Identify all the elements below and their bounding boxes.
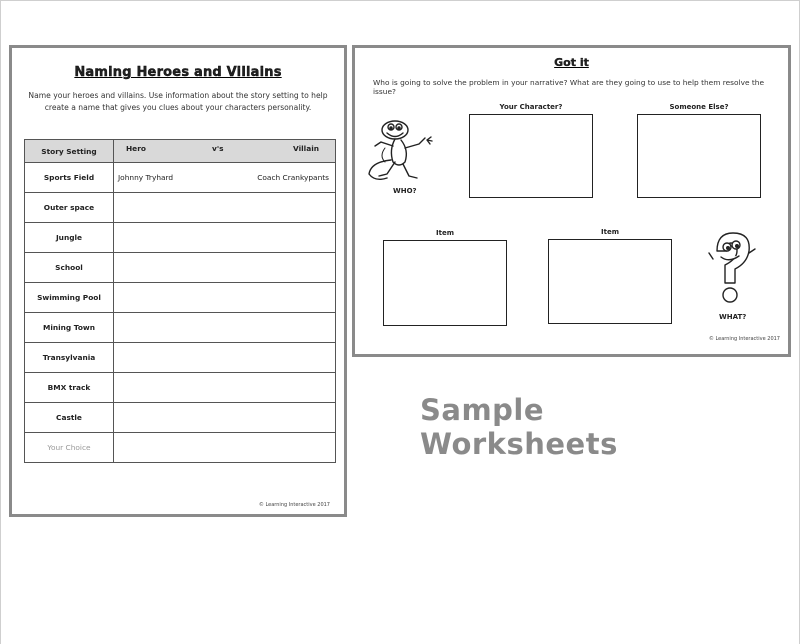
heroes-villains-table xyxy=(24,139,336,463)
setting-cell: Swimming Pool xyxy=(25,283,114,313)
setting-cell: Outer space xyxy=(25,193,114,223)
someone-else-box[interactable] xyxy=(637,114,761,198)
table-row xyxy=(25,283,336,313)
gecko-character-icon xyxy=(365,118,445,190)
question-mark-character-icon xyxy=(707,229,757,309)
header-hero: Hero xyxy=(126,144,146,153)
your-character-box[interactable] xyxy=(469,114,593,198)
worksheet1-copyright: © Learning Interactive 2017 xyxy=(258,502,330,508)
table-row xyxy=(25,343,336,373)
table-row xyxy=(25,313,336,343)
item-box-2[interactable] xyxy=(548,239,672,324)
item-label-1: Item xyxy=(436,229,454,237)
names-cell[interactable] xyxy=(114,163,336,193)
header-vs: v's xyxy=(212,144,224,153)
table-header-row xyxy=(25,140,336,163)
table-row xyxy=(25,193,336,223)
setting-cell: Jungle xyxy=(25,223,114,253)
table-row xyxy=(25,223,336,253)
worksheet2-instructions: Who is going to solve the problem in your narrative? What are they going to use to help them resolve the issue? xyxy=(373,78,764,96)
table-row xyxy=(25,403,336,433)
table-row xyxy=(25,163,336,193)
worksheet1-title: Naming Heroes and Villains xyxy=(74,65,282,80)
names-cell[interactable] xyxy=(114,403,336,433)
setting-cell: Castle xyxy=(25,403,114,433)
what-label: WHAT? xyxy=(719,313,747,321)
item-label-2: Item xyxy=(601,228,619,236)
someone-else-label: Someone Else? xyxy=(669,103,729,111)
villain-name: Coach Crankypants xyxy=(257,173,329,182)
table-row xyxy=(25,373,336,403)
names-cell[interactable] xyxy=(114,313,336,343)
who-label: WHO? xyxy=(393,187,417,195)
setting-cell: Sports Field xyxy=(25,163,114,193)
names-cell[interactable] xyxy=(114,223,336,253)
worksheet-naming-heroes xyxy=(9,45,347,517)
worksheet2-copyright: © Learning Interactive 2017 xyxy=(708,336,780,342)
setting-cell: Transylvania xyxy=(25,343,114,373)
worksheet-got-it xyxy=(352,45,791,357)
table-row xyxy=(25,253,336,283)
names-cell[interactable] xyxy=(114,373,336,403)
frame-top-line xyxy=(0,0,800,1)
names-cell[interactable] xyxy=(114,253,336,283)
item-box-1[interactable] xyxy=(383,240,507,326)
setting-cell: Mining Town xyxy=(25,313,114,343)
setting-cell: BMX track xyxy=(25,373,114,403)
header-hero-villain xyxy=(114,140,336,163)
worksheet2-title: Got it xyxy=(554,56,589,69)
header-villain: Villain xyxy=(293,144,319,153)
names-cell[interactable] xyxy=(114,343,336,373)
setting-cell: School xyxy=(25,253,114,283)
names-cell[interactable] xyxy=(114,193,336,223)
hero-name: Johnny Tryhard xyxy=(118,173,174,182)
worksheet1-instructions: Name your heroes and villains. Use information about the story setting to help create a name that gives you clues about your characters personality. xyxy=(28,91,328,112)
frame-left-line xyxy=(0,0,1,644)
your-character-label: Your Character? xyxy=(499,103,563,111)
table-row xyxy=(25,433,336,463)
sample-worksheets-caption: Sample Worksheets xyxy=(420,393,618,461)
names-cell[interactable] xyxy=(114,283,336,313)
setting-cell-your-choice: Your Choice xyxy=(25,433,114,463)
header-story-setting: Story Setting xyxy=(25,140,114,163)
names-cell[interactable] xyxy=(114,433,336,463)
